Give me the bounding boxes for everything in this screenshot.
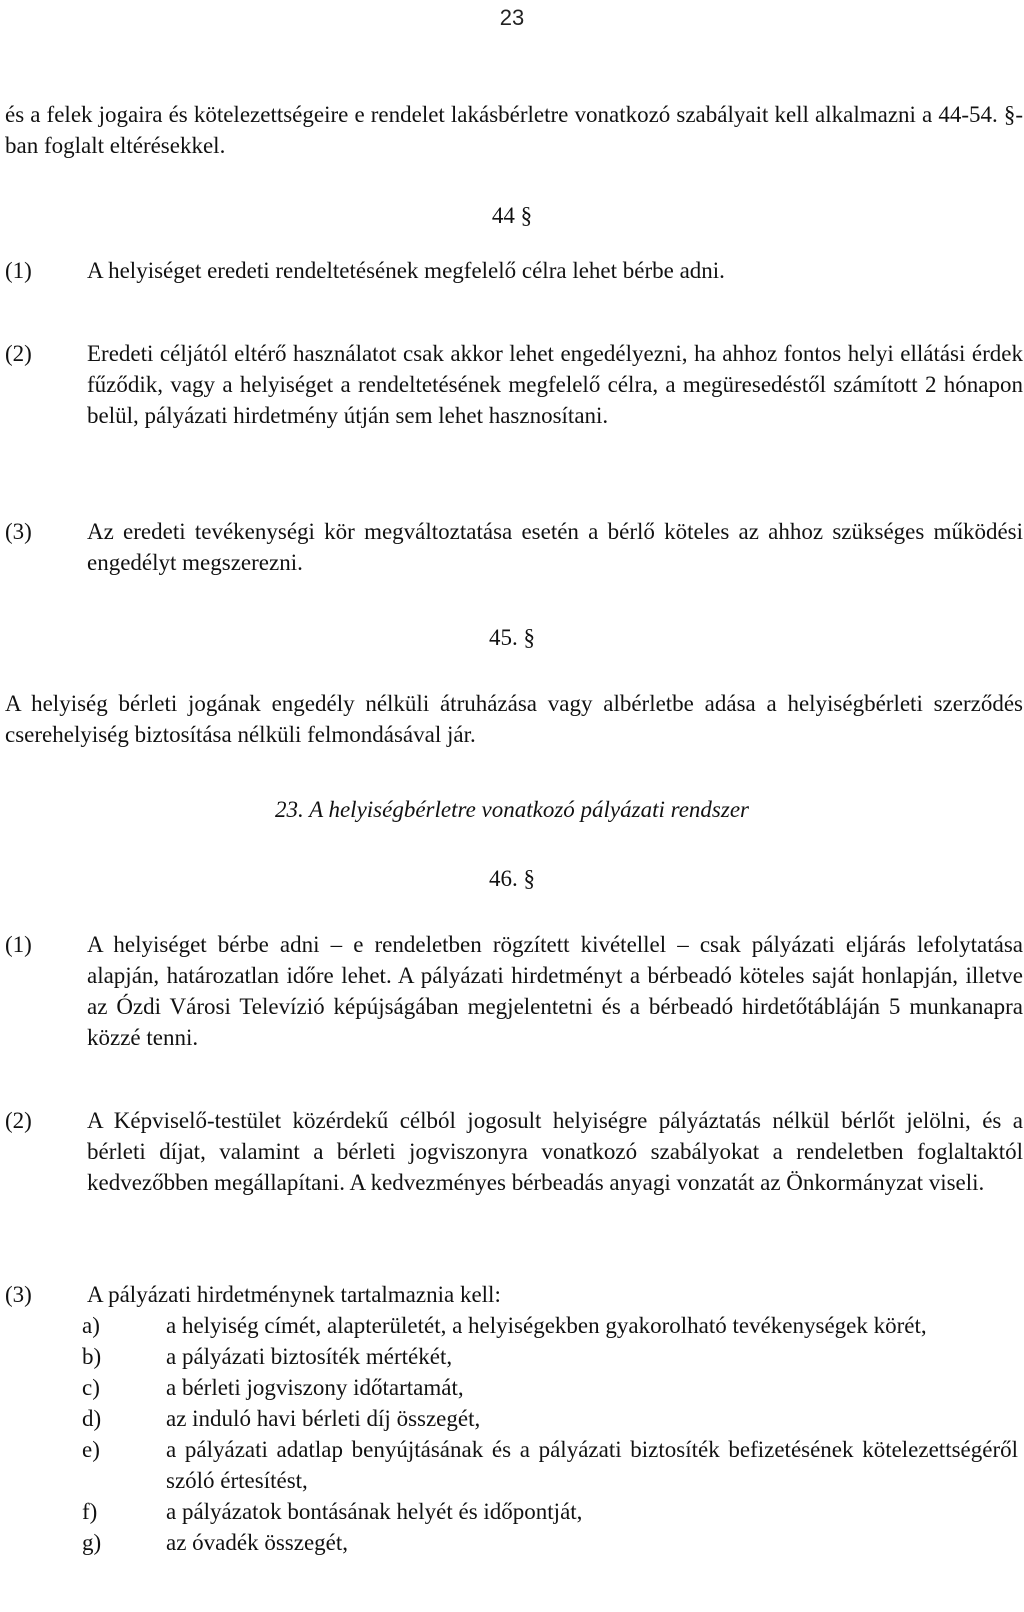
paragraph-text: A helyiséget eredeti rendeltetésének megfelelő célra lehet bérbe adni. (87, 258, 725, 283)
intro-paragraph: és a felek jogaira és kötelezettségeire e rendelet lakásbérletre vonatkozó szabályait kell alkalmazni a 44-54. §-ban foglalt eltérésekkel. (5, 102, 1023, 158)
list-item (82, 1403, 1018, 1434)
section-44-heading: 44 § (491, 203, 533, 228)
list-item-label: f) (82, 1499, 98, 1524)
section-46-heading: 46. § (489, 866, 535, 891)
paragraph-number: (2) (5, 341, 32, 366)
list-item-label: d) (82, 1406, 102, 1431)
list-item-text: az óvadék összegét, (166, 1530, 349, 1555)
paragraph-text: A helyiséget bérbe adni – e rendeletben rögzített kivétellel – csak pályázati eljárás lefolytatása alapján, határozatlan időre lehet. A pályázati hirdetményt a bérbeadó köteles saját honlapján, illetve az Ózdi Városi Televízió képújságában megjelentetni és a bérbeadó hirdetőtábláján 5 munkanapra közzé tenni. (87, 932, 1023, 1050)
list-item-text: a helyiség címét, alapterületét, a helyiségekben gyakorolható tevékenységek körét, (166, 1313, 927, 1338)
list-item-text: a bérleti jogviszony időtartamát, (166, 1375, 464, 1400)
paragraph-number: (2) (5, 1108, 32, 1133)
paragraph-number: (3) (5, 519, 32, 544)
list-item (82, 1310, 1018, 1341)
paragraph-number: (1) (5, 258, 32, 283)
paragraph-text: Az eredeti tevékenységi kör megváltoztatása esetén a bérlő köteles az ahhoz szükséges működési engedélyt megszerezni. (87, 519, 1023, 575)
paragraph-text: A pályázati hirdetménynek tartalmaznia kell: (87, 1282, 501, 1307)
list-item-label: c) (82, 1375, 100, 1400)
list-item (82, 1434, 1018, 1496)
paragraph-text: A Képviselő-testület közérdekű célból jogosult helyiségre pályáztatás nélkül bérlőt jelölni, és a bérleti díjat, valamint a bérleti jogviszonyra vonatkozó szabályokat a rendeletben foglaltaktól kedvezőbben megállapítani. A kedvezményes bérbeadás anyagi vonzatát az Önkormányzat viseli. (87, 1108, 1023, 1195)
list-item-text: a pályázatok bontásának helyét és időpontját, (166, 1499, 583, 1524)
paragraph-text: Eredeti céljától eltérő használatot csak akkor lehet engedélyezni, ha ahhoz fontos helyi ellátási érdek fűződik, vagy a helyiséget a rendeltetésének megfelelő célra, a megüresedéstől számított 2 hónapon belül, pályázati hirdetmény útján sem lehet hasznosítani. (87, 341, 1023, 428)
list-item (82, 1372, 1018, 1403)
requirements-list (82, 1310, 1018, 1558)
paragraph-number: (3) (5, 1282, 32, 1307)
page-number: 23 (499, 5, 525, 30)
paragraph-number: (1) (5, 932, 32, 957)
section-45-paragraph: A helyiség bérleti jogának engedély nélküli átruházása vagy albérletbe adása a helyiségbérleti szerződés cserehelyiség biztosítása nélküli felmondásával jár. (5, 691, 1023, 747)
list-item-label: a) (82, 1313, 100, 1338)
list-item (82, 1527, 1018, 1558)
section-45-heading: 45. § (489, 625, 535, 650)
list-item-label: e) (82, 1437, 100, 1462)
list-item-text: a pályázati adatlap benyújtásának és a pályázati biztosíték befizetésének kötelezettségéről szóló értesítést, (166, 1437, 1018, 1493)
list-item-label: g) (82, 1530, 102, 1555)
list-item (82, 1341, 1018, 1372)
list-item-text: a pályázati biztosíték mértékét, (166, 1344, 453, 1369)
chapter-23-title: 23. A helyiségbérletre vonatkozó pályázati rendszer (275, 797, 749, 822)
list-item (82, 1496, 1018, 1527)
list-item-text: az induló havi bérleti díj összegét, (166, 1406, 481, 1431)
list-item-label: b) (82, 1344, 102, 1369)
